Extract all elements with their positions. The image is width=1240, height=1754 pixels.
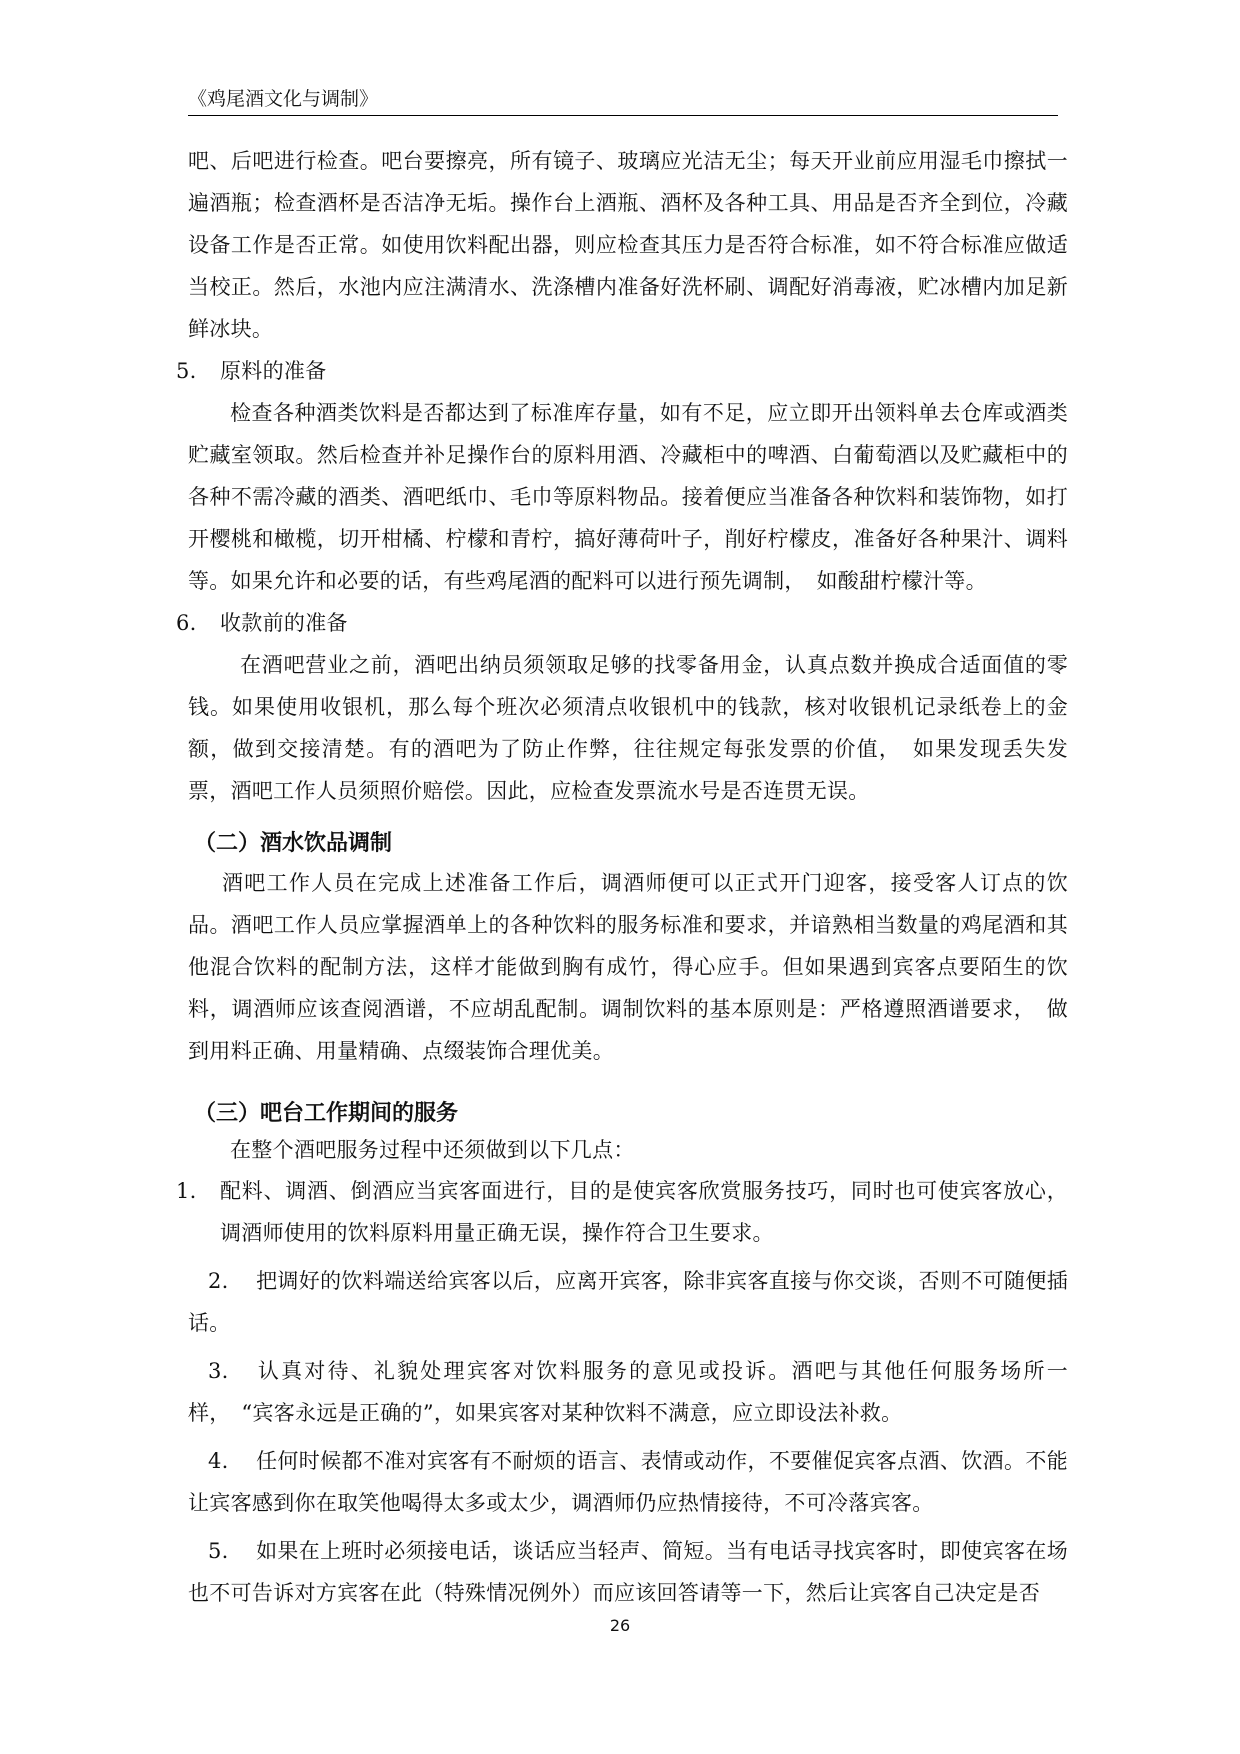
- service-list-item-5: [188, 1530, 1068, 1614]
- list-text: 配料、调酒、倒酒应当宾客面进行，目的是使宾客欣赏服务技巧，同时也可使宾客放心，调酒师使用的饮料原料用量正确无误，操作符合卫生要求。: [220, 1179, 1068, 1245]
- list-number: 1.: [176, 1179, 197, 1203]
- list-number: 6.: [176, 611, 197, 635]
- header-divider: [188, 115, 1058, 116]
- list-item-6-heading: [176, 602, 1068, 644]
- list-text: 认真对待、礼貌处理宾客对饮料服务的意见或投诉。酒吧与其他任何服务场所一样， “宾客永远是正确的”，如果宾客对某种饮料不满意，应立即设法补救。: [188, 1359, 1068, 1425]
- list-number: 5.: [176, 359, 197, 383]
- service-list-item-4: [188, 1440, 1068, 1524]
- list-label: 原料的准备: [220, 359, 327, 383]
- list-text: 如果在上班时必须接电话，谈话应当轻声、简短。当有电话寻找宾客时，即使宾客在场也不可告诉对方宾客在此（特殊情况例外）而应该回答请等一下，然后让宾客自己决定是否: [188, 1539, 1068, 1605]
- paragraph-materials: 检查各种酒类饮料是否都达到了标准库存量，如有不足，应立即开出领料单去仓库或酒类贮藏室领取。然后检查并补足操作台的原料用酒、冷藏柜中的啤酒、白葡萄酒以及贮藏柜中的各种不需冷藏的酒类、酒吧纸巾、毛巾等原料物品。接着便应当准备各种饮料和装饰物，如打开樱桃和橄榄，切开柑橘、柠檬和青柠，搞好薄荷叶子，削好柠檬皮，准备好各种果汁、调料等。如果允许和必要的话，有些鸡尾酒的配料可以进行预先调制， 如酸甜柠檬汁等。: [188, 401, 1068, 593]
- list-label: 收款前的准备: [220, 611, 348, 635]
- page-body: [176, 140, 1068, 1614]
- list-number: 3.: [208, 1359, 229, 1383]
- paragraph-bar-inspection: 吧、后吧进行检查。吧台要擦亮，所有镜子、玻璃应光洁无尘；每天开业前应用湿毛巾擦拭一遍酒瓶；检查酒杯是否洁净无垢。操作台上酒瓶、酒杯及各种工具、用品是否齐全到位，冷藏设备工作是否正常。如使用饮料配出器，则应检查其压力是否符合标准，如不符合标准应做适当校正。然后，水池内应注满清水、洗涤槽内准备好洗杯刷、调配好消毒液，贮冰槽内加足新鲜冰块。: [188, 149, 1068, 341]
- paragraph-cashier: 在酒吧营业之前，酒吧出纳员须领取足够的找零备用金，认真点数并换成合适面值的零钱。如果使用收银机，那么每个班次必须清点收银机中的钱款，核对收银机记录纸卷上的金额，做到交接清楚。有的酒吧为了防止作弊，往往规定每张发票的价值， 如果发现丢失发票，酒吧工作人员须照价赔偿。因此，应检查发票流水号是否连贯无误。: [188, 653, 1068, 803]
- list-item-5-heading: [176, 350, 1068, 392]
- page-number: 26: [609, 1616, 631, 1635]
- section-title-service: （三）吧台工作期间的服务: [194, 1101, 459, 1126]
- paragraph-service-intro: 在整个酒吧服务过程中还须做到以下几点：: [230, 1138, 635, 1162]
- list-number: 5.: [208, 1539, 229, 1563]
- paragraph-mixing: 酒吧工作人员在完成上述准备工作后，调酒师便可以正式开门迎客，接受客人订点的饮品。酒吧工作人员应掌握酒单上的各种饮料的服务标准和要求，并谙熟相当数量的鸡尾酒和其他混合饮料的配制方法，这样才能做到胸有成竹，得心应手。但如果遇到宾客点要陌生的饮料，调酒师应该查阅酒谱，不应胡乱配制。调制饮料的基本原则是：严格遵照酒谱要求， 做到用料正确、用量精确、点缀装饰合理优美。: [188, 871, 1068, 1063]
- running-header: 《鸡尾酒文化与调制》: [188, 88, 379, 110]
- service-list-item-3: [188, 1350, 1068, 1434]
- list-text: 把调好的饮料端送给宾客以后，应离开宾客，除非宾客直接与你交谈，否则不可随便插话。: [188, 1269, 1068, 1335]
- service-list-item-2: [188, 1260, 1068, 1344]
- list-number: 2.: [208, 1269, 229, 1293]
- service-list-item-1: [176, 1170, 1068, 1254]
- section-title-mixing: （二）酒水饮品调制: [194, 831, 393, 856]
- list-text: 任何时候都不准对宾客有不耐烦的语言、表情或动作，不要催促宾客点酒、饮酒。不能让宾客感到你在取笑他喝得太多或太少，调酒师仍应热情接待，不可冷落宾客。: [188, 1449, 1068, 1515]
- list-number: 4.: [208, 1449, 229, 1473]
